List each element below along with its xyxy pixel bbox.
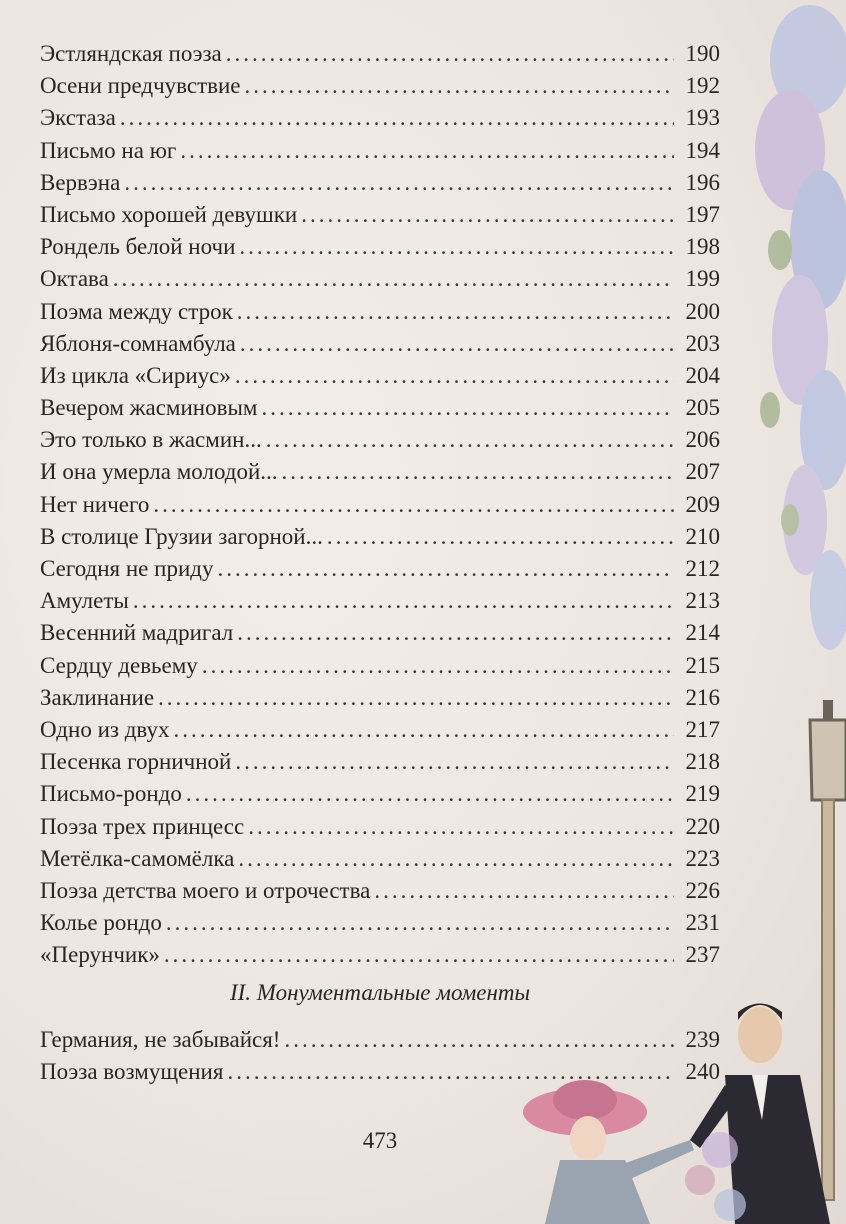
dot-leader bbox=[266, 424, 674, 456]
lady-figure-icon bbox=[523, 1080, 694, 1224]
entry-page-number: 196 bbox=[685, 169, 720, 195]
entry-title: Метёлка-самомёлка bbox=[40, 845, 235, 871]
entry-title: Октава bbox=[40, 266, 109, 292]
toc-entry bbox=[40, 939, 720, 971]
toc-entry bbox=[40, 875, 720, 907]
toc-entry bbox=[40, 296, 720, 328]
toc-entry bbox=[40, 843, 720, 875]
toc-entry bbox=[40, 650, 720, 682]
entry-title: Письмо на юг bbox=[40, 137, 177, 163]
entry-page-number: 200 bbox=[685, 298, 720, 324]
entry-title: В столице Грузии загорной... bbox=[40, 523, 323, 549]
entry-page-number: 190 bbox=[685, 41, 720, 66]
dot-leader bbox=[235, 360, 674, 392]
entry-page-number: 198 bbox=[685, 234, 720, 260]
entry-title: Рондель белой ночи bbox=[40, 234, 236, 260]
entry-page-number: 217 bbox=[685, 716, 720, 742]
entry-title: Песенка горничной bbox=[40, 749, 232, 775]
dot-leader bbox=[237, 296, 674, 328]
dot-leader bbox=[248, 811, 674, 843]
dot-leader bbox=[238, 843, 674, 875]
entry-title: Осени предчувствие bbox=[40, 73, 241, 99]
entry-page-number: 223 bbox=[685, 845, 720, 871]
entry-page-number: 205 bbox=[685, 395, 720, 421]
entry-page-number: 207 bbox=[685, 459, 720, 485]
entry-title: Нет ничего bbox=[40, 491, 150, 517]
entry-page-number: 220 bbox=[685, 813, 720, 839]
dot-leader bbox=[133, 585, 674, 617]
entry-page-number: 212 bbox=[685, 556, 720, 581]
toc-entry bbox=[40, 38, 720, 70]
toc-entry bbox=[40, 1056, 720, 1088]
dot-leader bbox=[374, 875, 674, 907]
dot-leader bbox=[158, 682, 674, 714]
entry-title: Из цикла «Сириус» bbox=[40, 362, 231, 388]
entry-title: Яблоня-сомнамбула bbox=[40, 330, 236, 356]
entry-page-number: 209 bbox=[685, 491, 720, 517]
entry-page-number: 216 bbox=[685, 684, 720, 710]
entry-title: Амулеты bbox=[40, 588, 129, 614]
toc-entry bbox=[40, 328, 720, 360]
toc-entry bbox=[40, 424, 720, 456]
dot-leader bbox=[245, 70, 674, 102]
dot-leader bbox=[282, 456, 674, 488]
dot-leader bbox=[301, 199, 674, 231]
entry-title: Колье рондо bbox=[40, 910, 162, 936]
toc-entry bbox=[40, 907, 720, 939]
toc-entry bbox=[40, 811, 720, 843]
entry-title: Сегодня не приду bbox=[40, 556, 214, 581]
dot-leader bbox=[186, 778, 674, 810]
toc-entry bbox=[40, 617, 720, 649]
toc-entry bbox=[40, 102, 720, 134]
toc-entry bbox=[40, 714, 720, 746]
toc-entry bbox=[40, 263, 720, 295]
dot-leader bbox=[235, 746, 674, 778]
entry-page-number: 203 bbox=[685, 330, 720, 356]
toc-entry bbox=[40, 392, 720, 424]
entry-page-number: 240 bbox=[685, 1059, 720, 1085]
toc-entry bbox=[40, 585, 720, 617]
entry-title: Поэза трех принцесс bbox=[40, 813, 245, 839]
entry-page-number: 210 bbox=[685, 523, 720, 549]
entry-title: Заклинание bbox=[40, 684, 155, 710]
toc-entry bbox=[40, 1024, 720, 1056]
toc-entry bbox=[40, 231, 720, 263]
dot-leader bbox=[237, 617, 674, 649]
entry-title: «Перунчик» bbox=[40, 942, 160, 968]
entry-title: Сердцу девьему bbox=[40, 652, 198, 678]
toc-entry bbox=[40, 360, 720, 392]
dot-leader bbox=[226, 38, 674, 70]
dot-leader bbox=[166, 907, 674, 939]
toc-entry bbox=[40, 456, 720, 488]
dot-leader bbox=[240, 328, 674, 360]
dot-leader bbox=[261, 392, 674, 424]
entry-title: Письмо хорошей девушки bbox=[40, 201, 298, 227]
entry-page-number: 204 bbox=[685, 362, 720, 388]
toc-entry bbox=[40, 682, 720, 714]
entry-title: Одно из двух bbox=[40, 716, 170, 742]
entry-title: Вечером жасминовым bbox=[40, 395, 258, 421]
toc-entry bbox=[40, 778, 720, 810]
toc-entry bbox=[40, 167, 720, 199]
entry-title: Письмо-рондо bbox=[40, 781, 182, 807]
entry-page-number: 215 bbox=[685, 652, 720, 678]
entry-page-number: 214 bbox=[685, 620, 720, 646]
page-number: 473 bbox=[362, 1128, 398, 1153]
entry-title: Экстаза bbox=[40, 105, 116, 131]
dot-leader bbox=[124, 167, 674, 199]
toc-entry bbox=[40, 521, 720, 553]
entry-page-number: 226 bbox=[685, 877, 720, 903]
toc-entry bbox=[40, 553, 720, 585]
entry-page-number: 192 bbox=[685, 73, 720, 99]
entry-title: Это только в жасмин... bbox=[40, 427, 262, 453]
dot-leader bbox=[327, 521, 674, 553]
entry-page-number: 194 bbox=[685, 137, 720, 163]
dot-leader bbox=[227, 1056, 674, 1088]
dot-leader bbox=[180, 135, 674, 167]
dot-leader bbox=[113, 263, 674, 295]
entry-page-number: 239 bbox=[685, 1027, 720, 1052]
entry-page-number: 197 bbox=[685, 201, 720, 227]
toc-entry bbox=[40, 135, 720, 167]
entry-title: Поэма между строк bbox=[40, 298, 233, 324]
toc-entry bbox=[40, 746, 720, 778]
lamp-post-icon bbox=[810, 700, 846, 1200]
toc-entry bbox=[40, 489, 720, 521]
dot-leader bbox=[239, 231, 674, 263]
entry-page-number: 218 bbox=[685, 749, 720, 775]
dot-leader bbox=[120, 102, 674, 134]
dot-leader bbox=[202, 650, 674, 682]
entry-page-number: 231 bbox=[685, 910, 720, 936]
dot-leader bbox=[217, 553, 674, 585]
entry-page-number: 206 bbox=[685, 427, 720, 453]
entry-title: Поэза возмущения bbox=[40, 1059, 224, 1085]
entry-page-number: 193 bbox=[685, 105, 720, 131]
entry-title: Германия, не забывайся! bbox=[40, 1027, 281, 1052]
wisteria-flowers-icon bbox=[755, 5, 846, 650]
section-table-of-contents bbox=[40, 1024, 720, 1088]
entry-page-number: 199 bbox=[685, 266, 720, 292]
entry-title: Вервэна bbox=[40, 169, 121, 195]
dot-leader bbox=[153, 489, 674, 521]
entry-title: Эстляндская поэза bbox=[40, 41, 222, 66]
entry-title: И она умерла молодой... bbox=[40, 459, 278, 485]
entry-title: Весенний мадригал bbox=[40, 620, 234, 646]
section-heading: II. Монументальные моменты bbox=[229, 980, 531, 1005]
dot-leader bbox=[174, 714, 675, 746]
dot-leader bbox=[164, 939, 674, 971]
toc-entry bbox=[40, 70, 720, 102]
dot-leader bbox=[284, 1024, 674, 1056]
entry-page-number: 213 bbox=[685, 588, 720, 614]
toc-entry bbox=[40, 199, 720, 231]
entry-title: Поэза детства моего и отрочества bbox=[40, 877, 371, 903]
entry-page-number: 237 bbox=[685, 942, 720, 968]
table-of-contents bbox=[40, 38, 720, 971]
entry-page-number: 219 bbox=[685, 781, 720, 807]
